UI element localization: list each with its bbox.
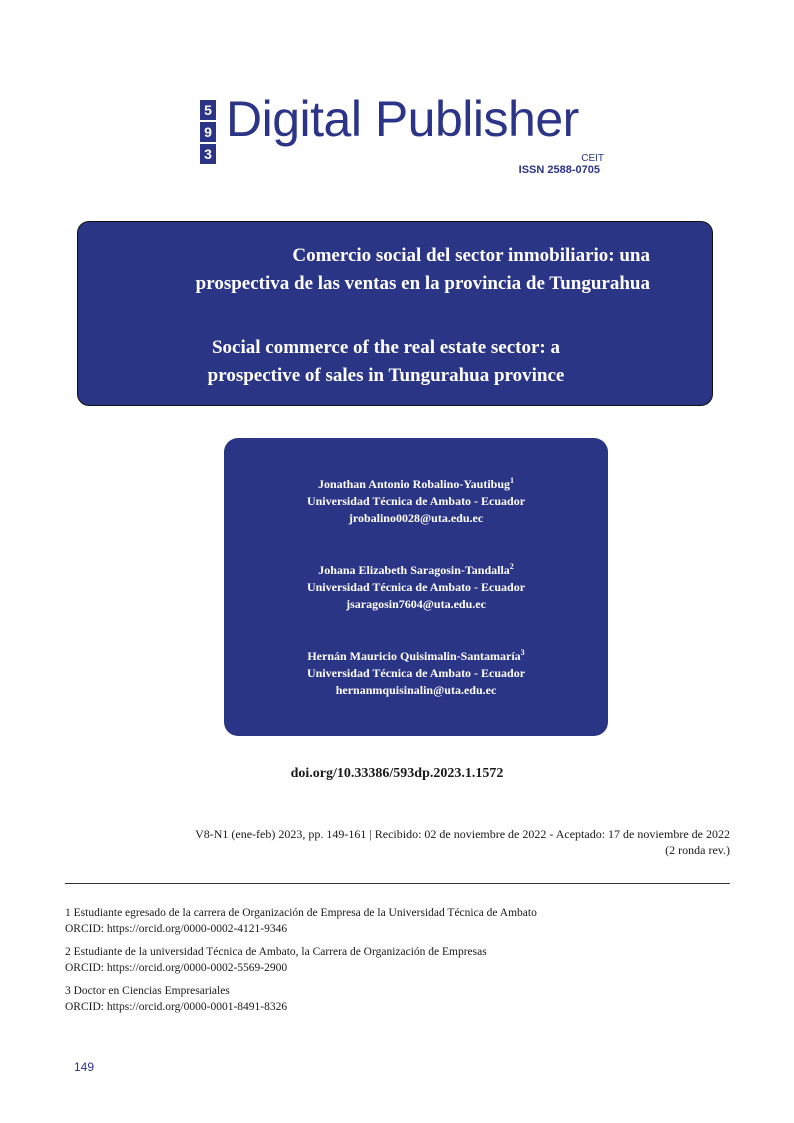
logo-wordmark: Digital Publisher [226,91,579,147]
author-superscript: 2 [509,562,514,571]
author-block [224,476,608,527]
author-affiliation: Universidad Técnica de Ambato - Ecuador [306,580,526,594]
author-superscript: 1 [510,476,515,485]
author-email[interactable]: hernanmquisinalin@uta.edu.ec [335,683,497,697]
logo-digit: 9 [200,122,216,142]
footnote-text: 3 Doctor en Ciencias Empresariales [65,985,230,997]
journal-logo [200,91,610,180]
footnote-text: 1 Estudiante egresado de la carrera de Organización de Empresa de la Universidad Técnica de Ambato [65,907,537,919]
title-english [178,334,594,390]
author-email[interactable]: jrobalino0028@uta.edu.ec [348,511,484,525]
title-english-line: prospective of sales in Tungurahua province [207,365,565,386]
title-box [77,221,713,406]
title-spanish-line: Comercio social del sector inmobiliario: una [292,245,650,266]
logo-digit: 5 [200,100,216,120]
logo-ceit: CEIT [581,153,604,164]
authors-box [224,438,608,736]
author-name: Jonathan Antonio Robalino-Yautibug$^1$ [317,476,515,491]
title-spanish [138,242,650,298]
footnote-orcid[interactable]: ORCID: https://orcid.org/0000-0002-5569-2900 [65,962,288,974]
author-affiliation: Universidad Técnica de Ambato - Ecuador [306,494,526,508]
logo-number-block [200,100,216,164]
footnote-divider [65,883,730,884]
title-spanish-line: prospectiva de las ventas en la provincia de Tungurahua [195,273,650,294]
doi-link[interactable]: doi.org/10.33386/593dp.2023.1.1572 [290,766,504,781]
publication-info-line: V8-N1 (ene-feb) 2023, pp. 149-161 | Recibido: 02 de noviembre de 2022 - Aceptado: 17 de noviembre de 2022 [195,827,730,841]
author-block [224,562,608,613]
publication-info [100,826,730,858]
author-name: Hernán Mauricio Quisimalin-Santamaría$^3$ [307,648,525,663]
publication-info-line: (2 ronda rev.) [665,843,730,857]
author-name: Johana Elizabeth Saragosin-Tandalla$^2$ [318,562,514,577]
author-affiliation: Universidad Técnica de Ambato - Ecuador [306,666,526,680]
title-english-line: Social commerce of the real estate sector: a [211,337,560,358]
logo-digit: 3 [200,144,216,164]
footnote [65,944,745,976]
footnote-orcid[interactable]: ORCID: https://orcid.org/0000-0001-8491-8326 [65,1001,288,1013]
issn-label: ISSN 2588-0705 [518,164,600,176]
author-superscript: 3 [520,648,525,657]
footnote-text: 2 Estudiante de la universidad Técnica de Ambato, la Carrera de Organización de Empresas [65,946,487,958]
footnote-orcid[interactable]: ORCID: https://orcid.org/0000-0002-4121-9346 [65,923,288,935]
author-email[interactable]: jsaragosin7604@uta.edu.ec [346,597,486,611]
page-number: 149 [74,1060,95,1074]
author-block [224,648,608,699]
footnote [65,905,745,937]
footnote [65,983,745,1015]
